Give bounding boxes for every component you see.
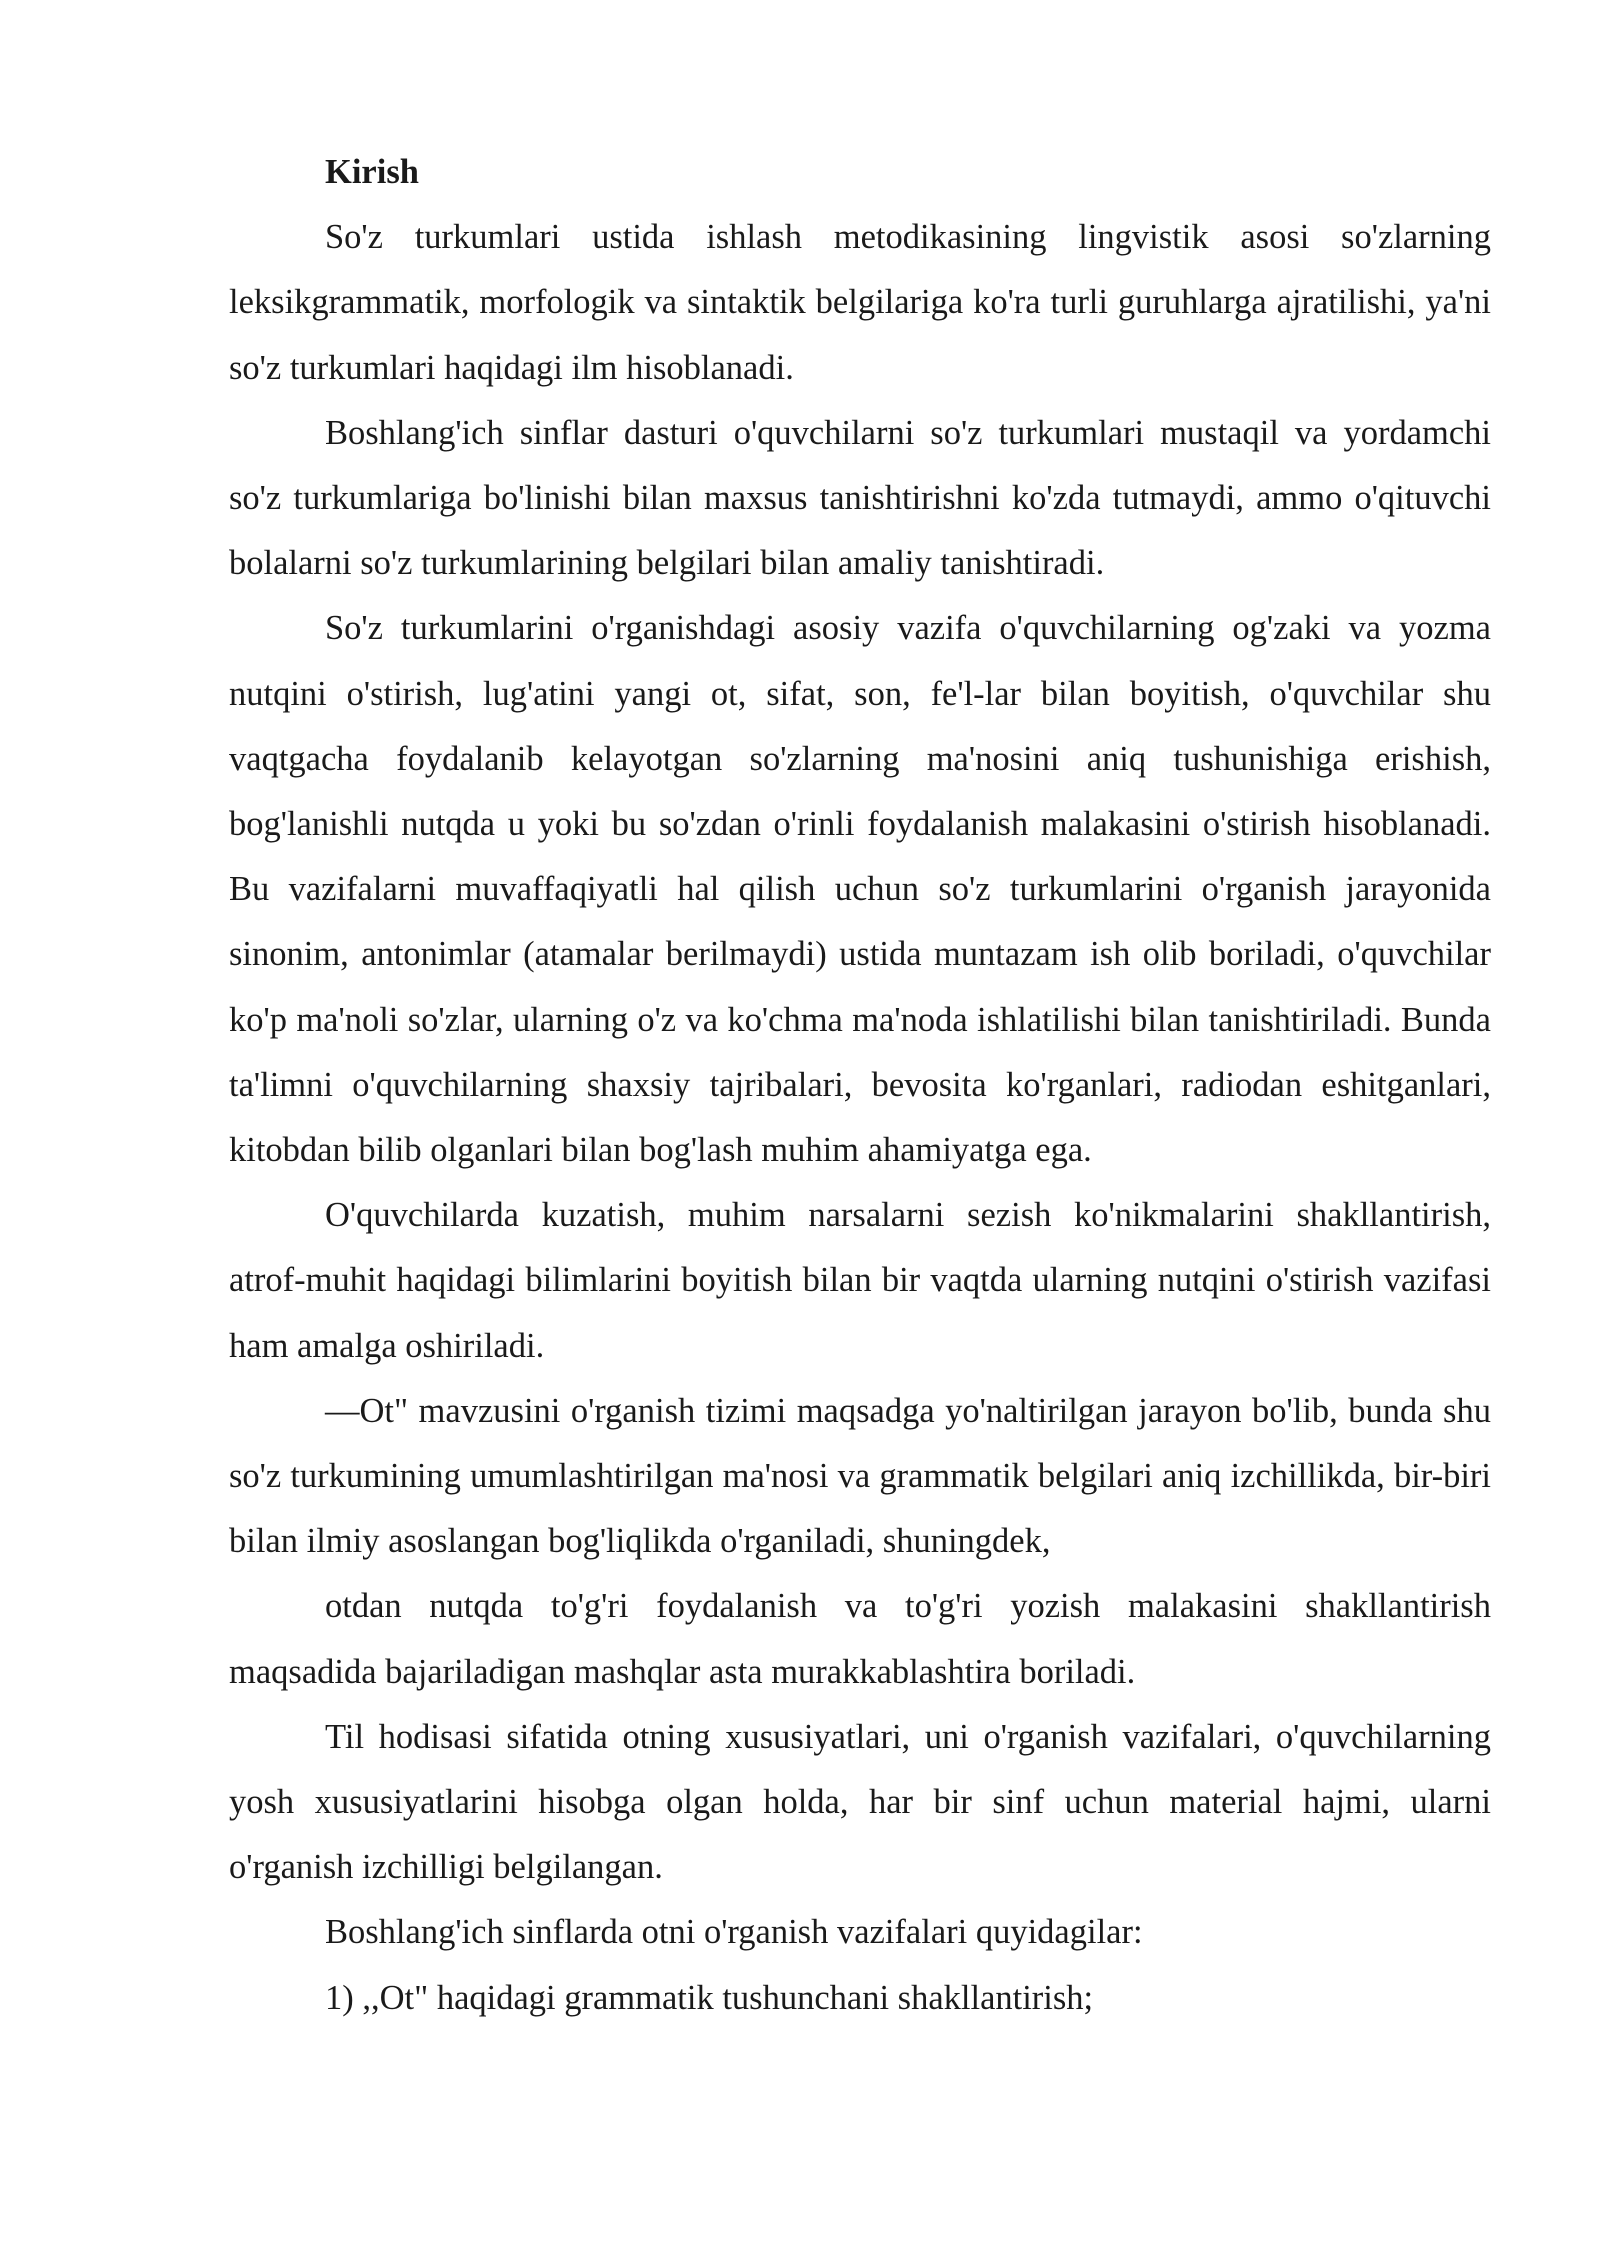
paragraph-7: Til hodisasi sifatida otning xususiyatlari, uni o'rganish vazifalari, o'quvchilarning yosh xususiyatlarini hisobga olgan holda, har bir sinf uchun material hajmi, ularni o'rganish izchilligi belgilangan. <box>229 1717 1491 1887</box>
paragraph-2: Boshlang'ich sinflar dasturi o'quvchilarni so'z turkumlari mustaqil va yordamchi so'z turkumlariga bo'linishi bilan maxsus tanishtirishni ko'zda tutmaydi, ammo o'qituvchi bolalarni so'z turkumlarining belgilari bilan amaliy tanishtiradi. <box>229 413 1491 583</box>
paragraph-6: otdan nutqda to'g'ri foydalanish va to'g'ri yozish malakasini shakllantirish maqsadida bajariladigan mashqlar asta murakkablashtira boriladi. <box>229 1587 1491 1691</box>
paragraph-1: So'z turkumlari ustida ishlash metodikasining lingvistik asosi so'zlarning leksikgrammatik, morfologik va sintaktik belgilariga ko'ra turli guruhlarga ajratilishi, ya'ni so'z turkumlari haqidagi ilm hisoblanadi. <box>229 218 1491 387</box>
paragraph-4: O'quvchilarda kuzatish, muhim narsalarni sezish ko'nikmalarini shakllantirish, atrof-muhit haqidagi bilimlarini boyitish bilan bir vaqtda ularning nutqini o'stirish vazifasi ham amalga oshiriladi. <box>229 1196 1491 1365</box>
paragraph-5: —Ot" mavzusini o'rganish tizimi maqsadga yo'naltirilgan jarayon bo'lib, bunda shu so'z turkumining umumlashtirilgan ma'nosi va grammatik belgilari aniq izchillikda, bir-biri bilan ilmiy asoslangan bog'liqlikda o'rganiladi, shuningdek, <box>229 1391 1491 1561</box>
document-page <box>229 140 1491 2031</box>
paragraph-8: Boshlang'ich sinflarda otni o'rganish vazifalari quyidagilar: <box>325 1913 1143 1952</box>
section-heading: Kirish <box>325 153 419 191</box>
paragraph-3: So'z turkumlarini o'rganishdagi asosiy vazifa o'quvchilarning og'zaki va yozma nutqini o'stirish, lug'atini yangi ot, sifat, son, fe'l-lar bilan boyitish, o'quvchilar shu vaqtgacha foydalanib kelayotgan so'zlarning ma'nosini aniq tushunishiga erishish, bog'lanishli nutqda u yoki bu so'zdan o'rinli foydalanish malakasini o'stirish hisoblanadi. Bu vazifalarni muvaffaqiyatli hal qilish uchun so'z turkumlarini o'rganish jarayonida sinonim, antonimlar (atamalar berilmaydi) ustida muntazam ish olib boriladi, o'quvchilar ko'p ma'noli so'zlar, ularning o'z va ko'chma ma'noda ishlatilishi bilan tanishtiriladi. Bunda ta'limni o'quvchilarning shaxsiy tajribalari, bevosita ko'rganlari, radiodan eshitganlari, kitobdan bilib olganlari bilan bog'lash muhim ahamiyatga ega. <box>229 609 1491 1170</box>
list-item-1: 1) ,,Ot" haqidagi grammatik tushunchani shakllantirish; <box>325 1978 1094 2017</box>
